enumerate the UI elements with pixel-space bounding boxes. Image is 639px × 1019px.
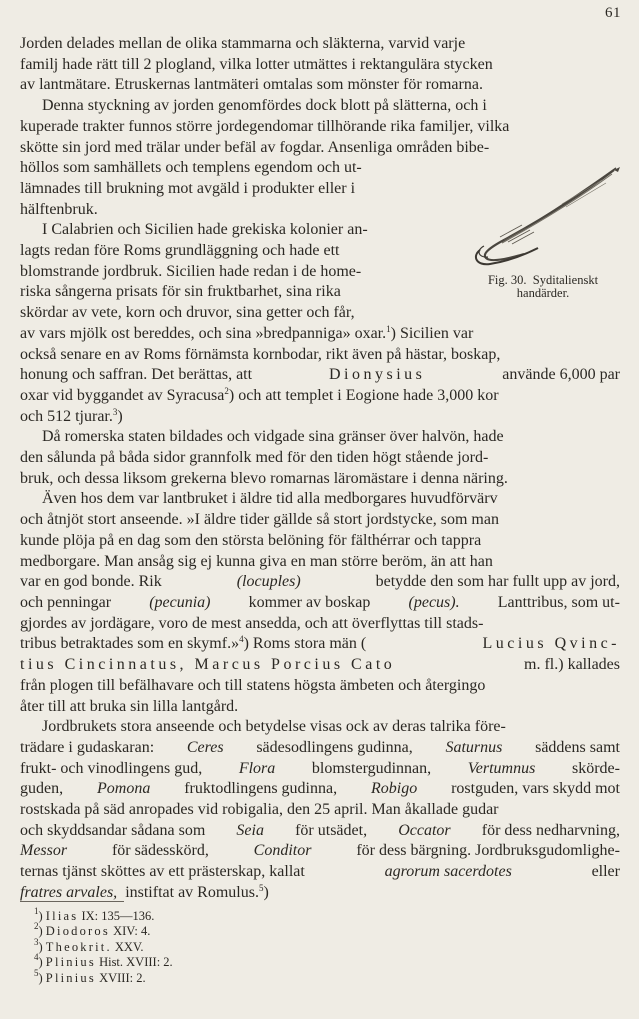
text-span: Pomona [97,780,151,798]
text-span: IX: 135—136. [81,909,155,923]
text-span: säddens samt [535,738,620,756]
text-line [20,158,438,179]
text-line [20,365,620,386]
text-span: agrorum sacerdotes [384,863,512,881]
text-line [20,303,438,324]
text-span: Theokrit. [45,939,112,954]
text-span: Ceres [186,738,224,756]
text-span: för dess bärgning. Jordbruksgudomlighe- [356,842,620,860]
text-span: 3 [112,406,118,417]
text-line [20,717,620,738]
text-span: den sålunda på båda sidor grannfolk med för den tiden högt stående jord- [20,449,489,467]
text-line [20,55,620,76]
text-line [20,593,620,614]
text-line [20,179,438,200]
sickle-icon [464,158,626,268]
text-span: för utsädet, [295,821,368,839]
text-span: blomstergudinnan, [311,759,432,777]
text-span: kommer av boskap [248,593,371,611]
text-span: (pecus). [408,593,460,611]
text-line [20,138,620,159]
text-span: ) Sicilien var [390,324,474,342]
text-span: och penningar [20,593,112,611]
text-line [20,738,620,759]
text-span: var en god bonde. Rik [20,573,162,591]
text-span: ) Roms stora män ( [243,635,367,653]
text-span: XVIII: 2. [99,970,146,985]
text-span: Plinius [45,955,96,970]
text-span: 5 [258,882,264,893]
text-line [20,676,620,697]
text-span: ) [117,407,123,425]
text-span: 1 [386,323,391,334]
text-span: använde 6,000 par [502,366,620,384]
text-span: rostskada på säd anropades vid robigalia, den 25 april. Man åkallade gudar [20,801,499,819]
text-line [20,572,620,593]
text-span: Fig. 30. [487,273,527,287]
text-line [20,655,620,676]
text-line [20,510,620,531]
text-line [20,448,620,469]
text-span: skörde- [571,759,620,777]
text-span: blomstrande jordbruk. Sicilien hade redan i de home- [20,262,362,280]
text-span: Lucius Qvinc- [482,635,620,653]
text-span: lämnades till brukning mot avgäld i produkter eller i [20,179,356,197]
text-line [20,75,620,96]
text-line [20,489,620,510]
text-line [20,862,620,883]
text-line [20,800,620,821]
text-span: instiftat av Romulus. [125,883,259,901]
text-line [20,34,620,55]
text-span: Lanttribus, som ut- [497,593,620,611]
text-line [20,117,620,138]
text-span: ) och att templet i Eogione hade 3,000 kor [228,386,499,404]
footnote: $^5$) Plinius XVIII: 2. [34,967,146,985]
text-line [20,96,620,117]
text-span: bruk, och dessa liksom grekerna blevo romarnas läromästare i denna näring. [20,469,508,487]
text-span: kunde plöja på en dag som den största belöning för fälthérrar och tappra [20,531,482,549]
text-span: oxar vid byggandet av Syracusa [20,386,225,404]
text-span: Diodoros [45,924,110,939]
text-span: XIV: 4. [113,924,151,939]
text-span: skötte sin jord med trälar under befäl av fogdar. Ansenliga områden bibe- [20,138,490,156]
text-span: trädare i gudaskaran: [20,738,155,756]
text-span: Flora [238,759,276,777]
text-span: Robigo [370,780,418,798]
text-span: sädesodlingens gudinna, [256,738,413,756]
text-span: och 512 tjurar. [20,407,113,425]
text-span: (locuples) [236,573,301,591]
text-span: ) [263,883,269,901]
text-line [20,427,620,448]
text-span: 2 [34,921,39,932]
figure-sickles [452,158,624,308]
text-span: ternas tjänst sköttes av ett prästerskap, kallat [20,863,305,881]
text-span: Vertumnus [467,759,536,777]
text-span: tius Cincinnatus, Marcus Porcius Cato [20,656,396,674]
text-span: 3 [34,936,39,947]
text-span: Seia [236,821,264,839]
text-span: hälftenbruk. [20,200,98,218]
text-span: Dionysius [328,366,426,384]
text-span: eller [591,863,620,881]
text-span: Occator [398,821,451,839]
text-span: kuperade trakter funnos större jordegendomar tillhörande rika familjer, vilka [20,117,510,135]
text-span: gjordes av jordägare, voro de mest ansedda, och att överflyttas till stads- [20,614,484,632]
text-line [20,821,620,842]
text-span: Syditalienskt [532,273,599,287]
text-span: Då romerska staten bildades och vidgade sina gränser över halvön, hade [42,428,504,446]
text-line [20,552,620,573]
text-span: lagts redan före Roms grundläggning och hade ett [20,242,340,260]
page-number: 61 [605,5,621,21]
text-span: familj hade rätt till 2 plogland, vilka lotter utmättes i rektangulära stycken [20,55,493,73]
text-span: åter till att bruka sin lilla lantgård. [20,697,239,715]
text-span: Hist. XVIII: 2. [99,955,173,970]
text-line [20,759,620,780]
text-span: XXV. [114,939,144,954]
text-line [20,262,438,283]
text-line [20,386,620,407]
text-span: fruktodlingens gudinna, [184,780,338,798]
footnote-divider [20,901,124,902]
footnote: $^2$) Diodoros XIV: 4. [34,921,151,939]
text-span: fratres arvales, [20,883,118,901]
text-span: I Calabrien och Sicilien hade grekiska kolonier an- [42,221,368,239]
text-span: 2 [224,385,229,396]
text-span: tribus betraktades som en skymf.» [20,635,240,653]
text-span: också senare en av Roms förnämsta kornbodar, rikt även på hästar, boskap, [20,345,501,363]
text-span: skördar av vete, korn och druvor, sina getter och får, [20,304,355,322]
footnote: $^3$) Theokrit. XXV. [34,936,144,954]
text-span: Saturnus [445,738,503,756]
text-span: Conditor [253,842,312,860]
text-span: honung och saffran. Det berättas, att [20,366,253,384]
text-line [20,531,620,552]
text-span: av lantmätare. Etruskernas lantmäteri omtalas som mönster för romarna. [20,76,483,94]
text-line [20,469,620,490]
text-line [20,241,438,262]
text-span: Jorden delades mellan de olika stammarna och släkterna, varvid varje [20,35,466,52]
text-span: betydde den som har fullt upp av jord, [375,573,620,591]
text-line [20,841,620,862]
text-span: Även hos dem var lantbruket i äldre tid alla medborgares huvudförvärv [42,490,498,508]
text-line [20,407,620,428]
text-span: 4 [34,952,39,963]
text-span: rostguden, vars skydd mot [451,780,620,798]
footnote: $^1$) Ilias IX: 135—136. [34,906,155,923]
text-span: Plinius [45,970,96,985]
text-span: för dess nedharvning, [481,821,620,839]
text-line [20,697,620,718]
text-span: frukt- och vinodlingens gud, [20,759,203,777]
text-span: medborgare. Man ansåg sig ej kunna giva en man större beröm, än att han [20,552,493,570]
text-span: Messor [20,842,68,860]
text-span: Ilias [45,909,79,923]
text-span: 4 [239,634,244,645]
text-line [20,282,438,303]
text-span: m. fl.) kallades [524,656,620,674]
text-line [20,779,620,800]
text-span: riska sångerna prisats för sin fruktbarhet, sina rika [20,283,341,301]
text-span: guden, [20,780,64,798]
text-span: och åtnjöt stort anseende. »I äldre tider gällde så stort jordstycke, som man [20,511,499,529]
footnote: $^4$) Plinius Hist. XVIII: 2. [34,952,173,970]
footnotes [34,906,173,986]
text-span: 5 [34,967,39,978]
text-line [20,345,620,366]
text-span: 1 [34,906,39,916]
text-line [20,614,620,635]
text-span: Denna styckning av jorden genomfördes dock blott på slätterna, och i [42,97,487,115]
text-span: och skyddsandar sådana som [20,821,206,839]
text-line [20,220,438,241]
text-line [20,634,620,655]
text-span: (pecunia) [149,593,211,611]
text-span: handärder. [516,286,570,300]
figure-caption [468,274,618,300]
text-span: Jordbrukets stora anseende och betydelse visas ock av deras talrika före- [42,718,506,736]
text-span: av vars mjölk ost bereddes, och sina »bredpanniga» oxar. [20,324,387,342]
text-span: för sädesskörd, [111,842,209,860]
text-line [20,324,620,345]
text-span: från plogen till befälhavare och till statens högsta ämbeten och återgingo [20,676,486,694]
text-span: höllos som samhällets och templens egendom och ut- [20,159,362,177]
